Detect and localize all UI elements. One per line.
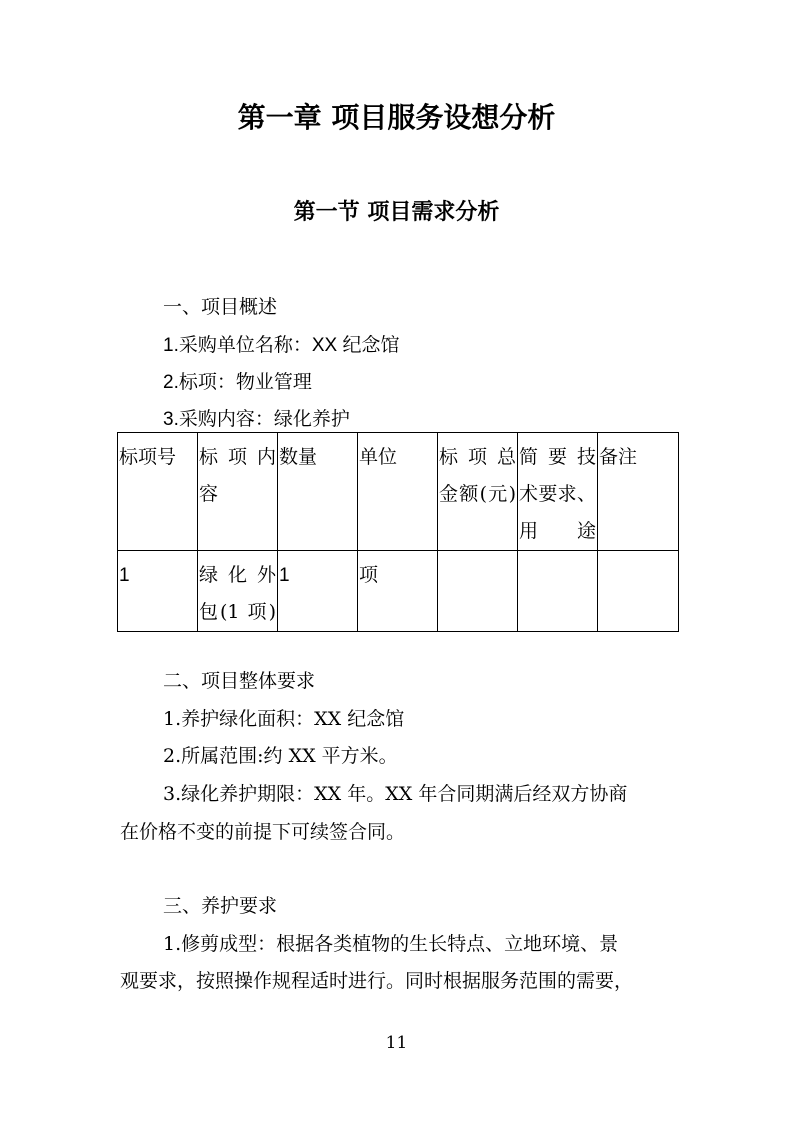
overview-item-lot: 2.标项：物业管理 — [163, 372, 312, 393]
table-header-cell: 标 项 总金额(元) — [438, 433, 518, 551]
overview-item-purchaser: 1.采购单位名称：XX 纪念馆 — [163, 335, 400, 356]
table-row — [118, 551, 679, 632]
table-header-cell: 单位 — [358, 433, 438, 551]
chapter-title: 第一章 项目服务设想分析 — [237, 101, 556, 134]
table-cell — [518, 551, 598, 632]
table-cell: 1 — [278, 551, 358, 632]
overall-item-area: 1.养护绿化面积：XX 纪念馆 — [163, 708, 405, 730]
maintenance-heading: 三、养护要求 — [163, 895, 278, 917]
overall-item-scope: 2.所属范围:约 XX 平方米。 — [163, 745, 398, 767]
procurement-table — [117, 432, 679, 632]
overall-heading: 二、项目整体要求 — [163, 670, 316, 692]
table-header-cell: 标 项 内容 — [198, 433, 278, 551]
maintenance-item-pruning-continued: 观要求，按照操作规程适时进行。同时根据服务范围的需要， — [120, 970, 634, 992]
table-header-cell: 数量 — [278, 433, 358, 551]
table-header-row — [118, 433, 679, 551]
table-header-cell: 标项号 — [118, 433, 198, 551]
table-cell — [598, 551, 679, 632]
table-header-cell: 简 要 技术要求、用途 — [518, 433, 598, 551]
overview-item-content: 3.采购内容：绿化养护 — [163, 409, 350, 430]
table-cell: 绿 化 外包(1 项) — [198, 551, 278, 632]
section-title: 第一节 项目需求分析 — [293, 200, 500, 225]
table-header-cell: 备注 — [598, 433, 679, 551]
page-number: 11 — [385, 1033, 408, 1053]
table-cell: 1 — [118, 551, 198, 632]
table-cell — [438, 551, 518, 632]
maintenance-item-pruning: 1.修剪成型：根据各类植物的生长特点、立地环境、景 — [163, 933, 619, 955]
overview-heading: 一、项目概述 — [163, 296, 278, 318]
overall-item-term-continued: 在价格不变的前提下可续签合同。 — [120, 821, 406, 843]
table-cell: 项 — [358, 551, 438, 632]
overall-item-term: 3.绿化养护期限：XX 年。XX 年合同期满后经双方协商 — [163, 783, 628, 805]
